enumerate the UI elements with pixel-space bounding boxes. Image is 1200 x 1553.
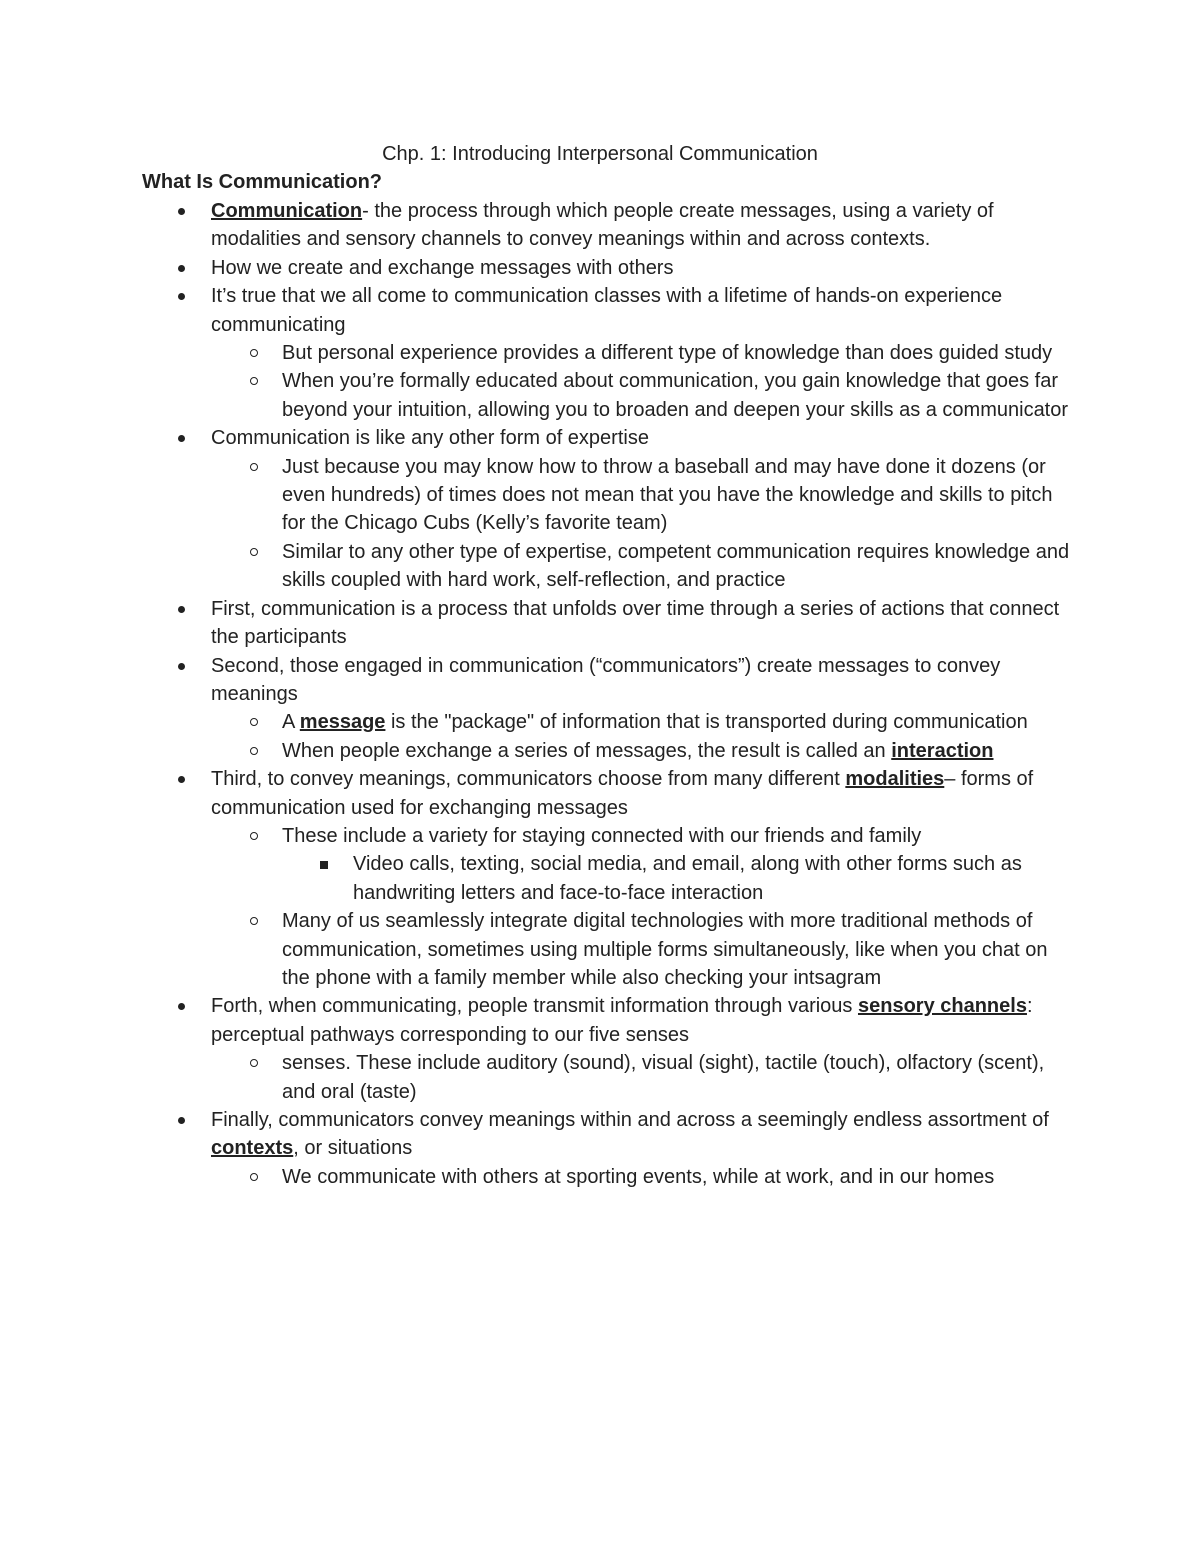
item-text: - the process through which people create messages, using a variety of modalities and sensory channels to convey meanings within and across contexts.	[211, 200, 994, 251]
bullet-item	[0, 197, 1200, 254]
hollow-circle-bullet-icon	[250, 747, 258, 755]
filled-circle-bullet-icon	[178, 265, 185, 272]
notes-list	[0, 197, 1200, 1191]
item-text: , or situations	[293, 1137, 413, 1160]
hollow-circle-bullet-icon	[250, 349, 258, 357]
sub-bullet-item	[0, 907, 1200, 992]
sub-bullet-item	[0, 1049, 1200, 1106]
item-text: Just because you may know how to throw a baseball and may have done it dozens (or even hundreds) of times does not mean that you have the knowledge and skills to pitch for the Chicago Cubs (Kelly’s favorite team)	[282, 455, 1053, 535]
item-text: Many of us seamlessly integrate digital technologies with more traditional methods of communication, sometimes using multiple forms simultaneously, like when you chat on the phone with a family member while also checking your intsagram	[282, 910, 1048, 989]
item-text: When you’re formally educated about communication, you gain knowledge that goes far beyond your intuition, allowing you to broaden and deepen your skills as a communicator	[282, 370, 1069, 421]
sub-bullet-item	[0, 737, 1200, 765]
item-text: Second, those engaged in communication (“communicators”) create messages to convey meanings	[211, 654, 1001, 705]
filled-circle-bullet-icon	[178, 1117, 185, 1124]
filled-circle-bullet-icon	[178, 663, 185, 670]
key-term: Communication	[211, 200, 363, 222]
item-text: Third, to convey meanings, communicators choose from many different	[211, 768, 846, 791]
sub-bullet-item	[0, 453, 1200, 538]
hollow-circle-bullet-icon	[250, 548, 258, 556]
square-bullet-icon	[320, 861, 328, 869]
bullet-item	[0, 254, 1200, 282]
hollow-circle-bullet-icon	[250, 832, 258, 840]
item-text: When people exchange a series of messages, the result is called an	[282, 739, 892, 762]
item-text: But personal experience provides a different type of knowledge than does guided study	[282, 342, 1053, 365]
key-term: contexts	[211, 1137, 294, 1160]
item-text: Forth, when communicating, people transmit information through various	[211, 995, 858, 1018]
filled-circle-bullet-icon	[178, 606, 185, 613]
item-text: These include a variety for staying connected with our friends and family	[282, 824, 922, 847]
sub-bullet-item	[0, 339, 1200, 367]
section-heading: What Is Communication?	[142, 171, 382, 193]
item-text: First, communication is a process that unfolds over time through a series of actions that connect the participants	[211, 597, 1060, 649]
hollow-circle-bullet-icon	[250, 1173, 258, 1181]
item-text: : perceptual pathways corresponding to our five senses	[211, 995, 1033, 1046]
item-text: Finally, communicators convey meanings within and across a seemingly endless assortment of	[211, 1109, 1049, 1131]
bullet-item	[0, 992, 1200, 1049]
item-text: senses. These include auditory (sound), visual (sight), tactile (touch), olfactory (scent), and oral (taste)	[282, 1052, 1045, 1103]
item-text: It’s true that we all come to communication classes with a lifetime of hands-on experience communicating	[211, 285, 1003, 336]
sub-bullet-item	[0, 538, 1200, 595]
bullet-item	[0, 1106, 1200, 1163]
hollow-circle-bullet-icon	[250, 718, 258, 726]
hollow-circle-bullet-icon	[250, 463, 258, 471]
item-text: – forms of communication used for exchanging messages	[211, 768, 1034, 819]
item-text: Communication is like any other form of expertise	[211, 427, 649, 450]
bullet-item	[0, 765, 1200, 822]
sub-bullet-item	[0, 1163, 1200, 1191]
bullet-item	[0, 282, 1200, 339]
item-text: A	[282, 711, 300, 734]
hollow-circle-bullet-icon	[250, 1059, 258, 1067]
bullet-item	[0, 595, 1200, 652]
sub-sub-bullet-item	[0, 850, 1200, 907]
item-text: is the "package" of information that is transported during communication	[385, 711, 1028, 734]
filled-circle-bullet-icon	[178, 293, 185, 300]
sub-bullet-item	[0, 822, 1200, 850]
hollow-circle-bullet-icon	[250, 917, 258, 925]
hollow-circle-bullet-icon	[250, 377, 258, 385]
item-text: Similar to any other type of expertise, competent communication requires knowledge and skills coupled with hard work, self-reflection, and practice	[282, 540, 1070, 592]
key-term: message	[299, 711, 386, 734]
sub-bullet-item	[0, 708, 1200, 736]
item-text: How we create and exchange messages with others	[211, 256, 674, 279]
filled-circle-bullet-icon	[178, 776, 185, 783]
bullet-item	[0, 424, 1200, 452]
filled-circle-bullet-icon	[178, 435, 185, 442]
filled-circle-bullet-icon	[178, 208, 185, 215]
bullet-item	[0, 652, 1200, 709]
key-term: modalities	[845, 768, 945, 791]
sub-bullet-item	[0, 367, 1200, 424]
key-term: sensory channels	[857, 995, 1027, 1018]
item-text: We communicate with others at sporting events, while at work, and in our homes	[282, 1165, 995, 1188]
filled-circle-bullet-icon	[178, 1003, 185, 1010]
page-title: Chp. 1: Introducing Interpersonal Communication	[382, 143, 818, 165]
key-term: interaction	[891, 739, 994, 762]
item-text: Video calls, texting, social media, and email, along with other forms such as handwriting letters and face-to-face interaction	[353, 853, 1022, 904]
